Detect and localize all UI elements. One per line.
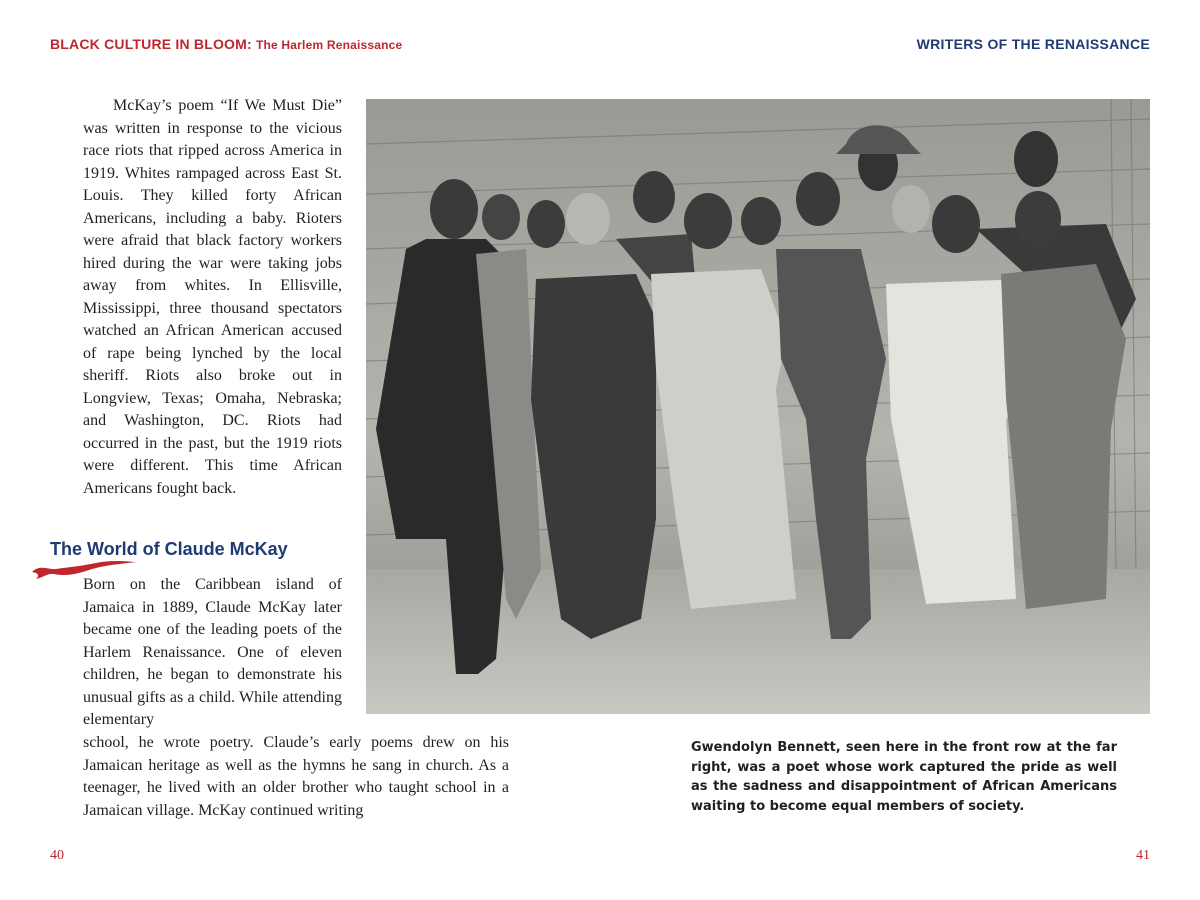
page-number-right: 41 [1136,848,1150,863]
running-header-right: WRITERS OF THE RENAISSANCE [916,36,1150,52]
page-number-left: 40 [50,848,64,863]
photo-caption: Gwendolyn Bennett, seen here in the front row at the far right, was a poet whose work captured the pride as well as the sadness and disappointment of African Americans waiting to become equal members of society. [691,740,1117,814]
running-header-left [50,36,402,52]
body-paragraph-riots: McKay’s poem “If We Must Die” was written in response to the vicious race riots that ripped across America in 1919. Whites rampaged across East St. Louis. They killed forty African Americans, including a baby. Rioters were afraid that black factory workers hired during the war were taking jobs away from whites. In Ellisville, Mississippi, three thousand spectators watched an African American accused of rape being lynched by the local sheriff. Riots also broke out in Longview, Texas; Omaha, Nebraska; and Washington, DC. Riots had occurred in the past, but the 1919 riots were different. This time African Americans fought back. [83,97,342,497]
section-heading: The World of Claude McKay [50,539,288,559]
body-paragraph-mckay-continued: school, he wrote poetry. Claude’s early poems drew on his Jamaican heritage as well as the hymns he sang in church. As a teenager, he lived with an older brother who taught school in a Jamaican village. McKay continued writing [83,734,509,819]
running-header-subtitle: The Harlem Renaissance [255,38,403,52]
group-photograph [366,99,1150,714]
body-paragraph-mckay-start: Born on the Caribbean island of Jamaica in 1889, Claude McKay later became one of the leading poets of the Harlem Renaissance. One of eleven children, he began to demonstrate his unusual gifts as a child. While attending elementary [83,576,342,728]
running-header-title: BLACK CULTURE IN BLOOM: [50,36,252,52]
